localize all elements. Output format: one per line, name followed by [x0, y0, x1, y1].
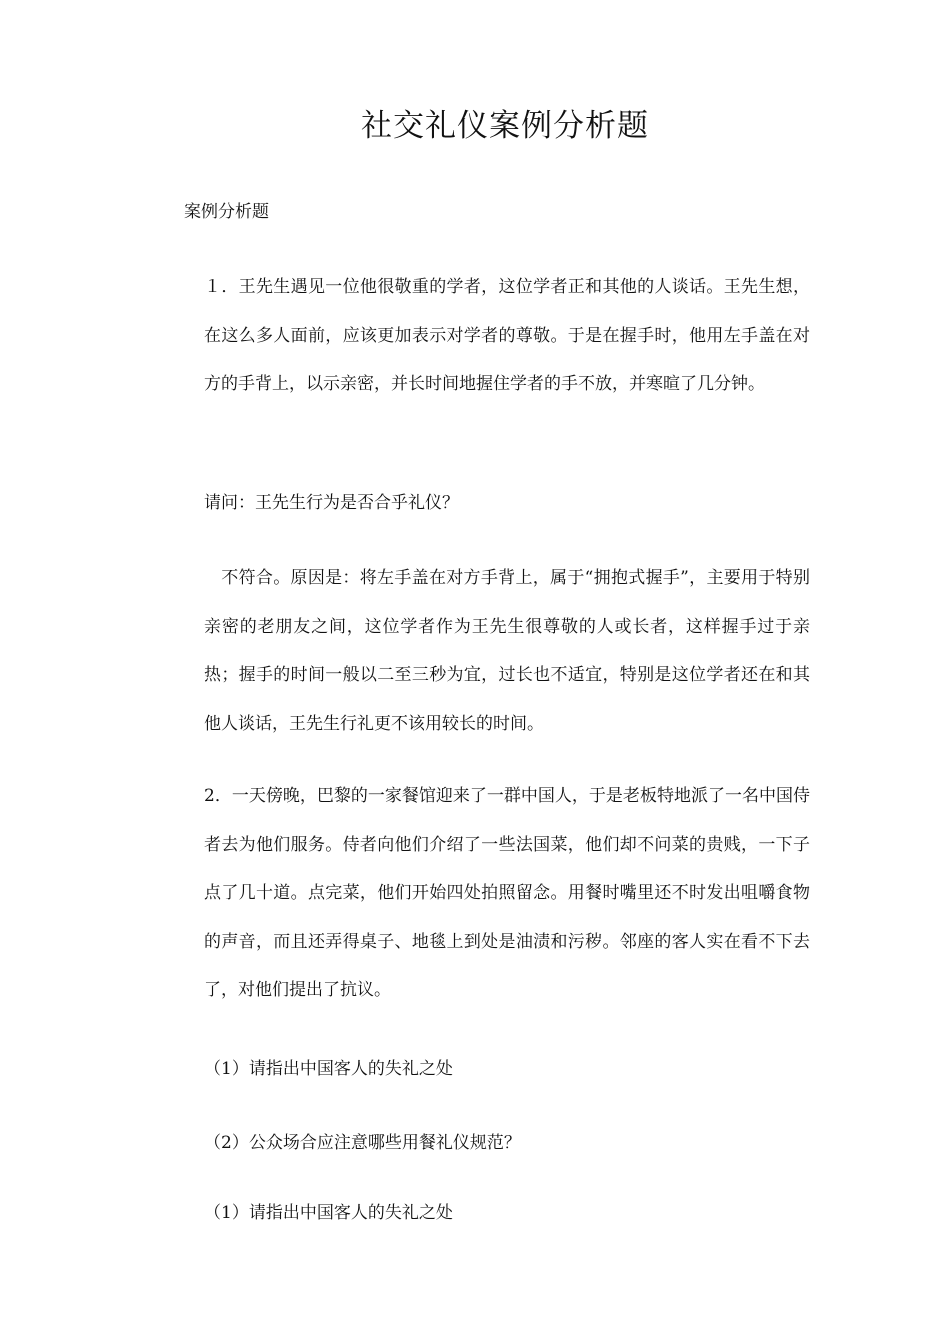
case-2-subquestion-1: （1）请指出中国客人的失礼之处	[204, 1059, 453, 1079]
section-heading: 案例分析题	[184, 202, 269, 222]
document-title: 社交礼仪案例分析题	[361, 108, 649, 144]
case-1-question: 请问：王先生行为是否合乎礼仪？	[204, 493, 459, 513]
case-2-subquestion-2: （2）公众场合应注意哪些用餐礼仪规范？	[204, 1133, 521, 1153]
case-1-answer: 不符合。原因是：将左手盖在对方手背上，属于“拥抱式握手”，主要用于特别亲密的老朋友之间，这位学者作为王先生很尊敬的人或长者，这样握手过于亲热；握手的时间一般以二至三秒为宜，过长也不适宜，特别是这位学者还在和其他人谈话，王先生行礼更不该用较长的时间。	[204, 568, 810, 734]
case-2-subquestion-1-repeat: （1）请指出中国客人的失礼之处	[204, 1203, 453, 1223]
case-2-paragraph: 2．一天傍晚，巴黎的一家餐馆迎来了一群中国人，于是老板特地派了一名中国侍者去为他们服务。侍者向他们介绍了一些法国菜，他们却不问菜的贵贱，一下子点了几十道。点完菜，他们开始四处拍照留念。用餐时嘴里还不时发出咀嚼食物的声音，而且还弄得桌子、地毯上到处是油渍和污秽。邻座的客人实在看不下去了，对他们提出了抗议。	[204, 786, 810, 1000]
case-1-paragraph: １．王先生遇见一位他很敬重的学者，这位学者正和其他的人谈话。王先生想，在这么多人面前，应该更加表示对学者的尊敬。于是在握手时，他用左手盖在对方的手背上，以示亲密，并长时间地握住学者的手不放，并寒暄了几分钟。	[204, 277, 810, 394]
